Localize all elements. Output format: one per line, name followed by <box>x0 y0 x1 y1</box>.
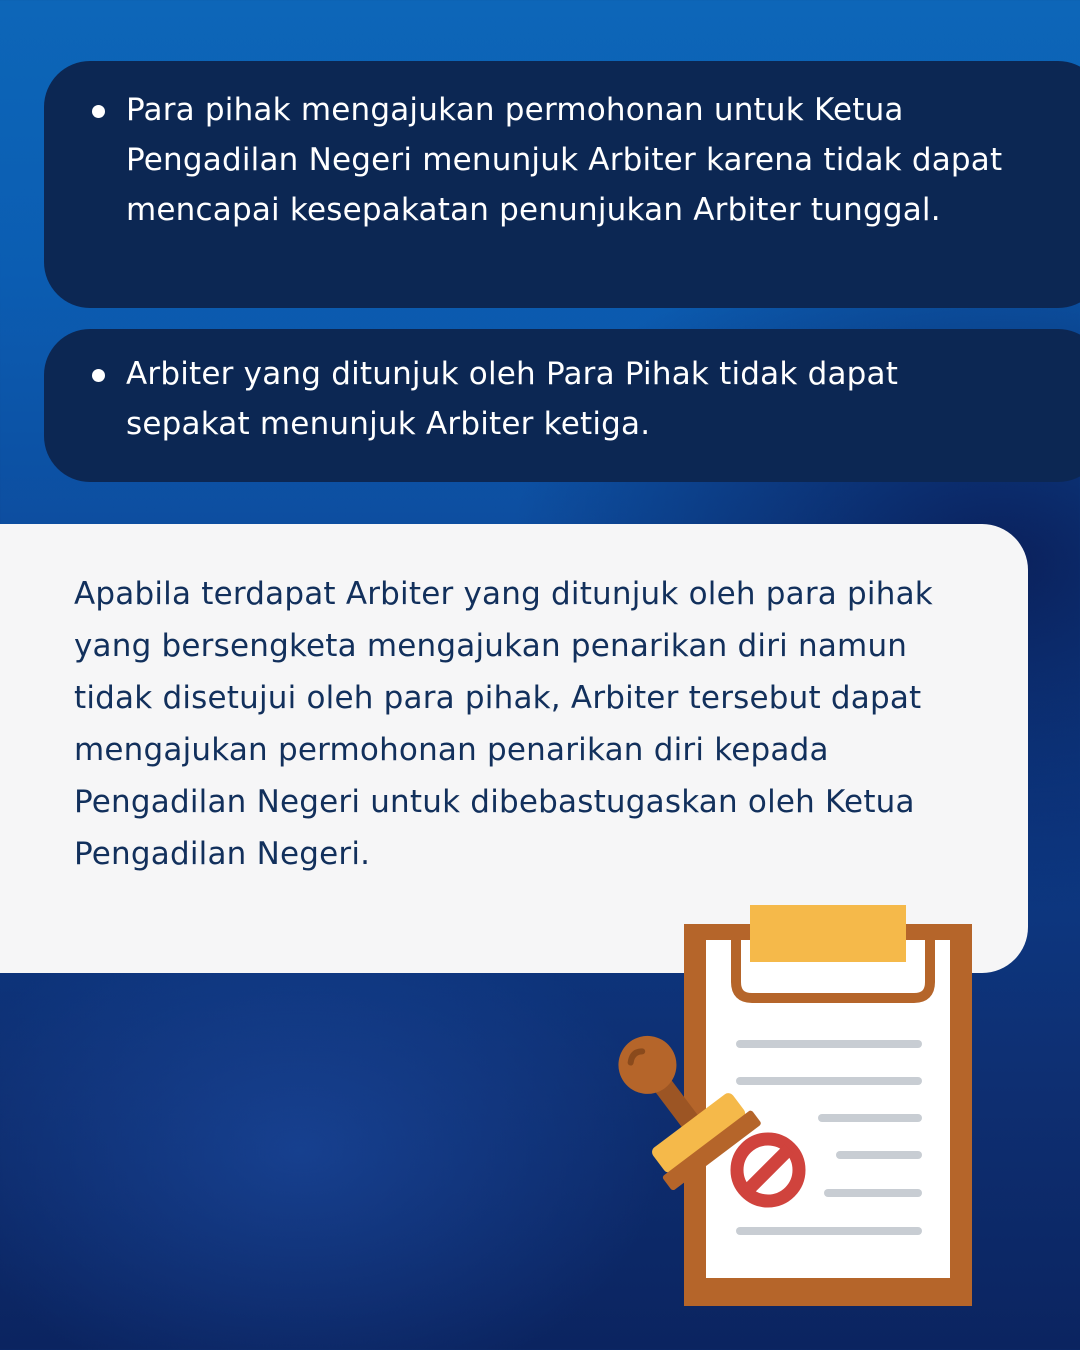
bullet-text: Para pihak mengajukan permohonan untuk Ketua Pengadilan Negeri menunjuk Arbiter karena tidak dapat mencapai kesepakatan penunjukan Arbiter tunggal. <box>126 92 1003 228</box>
clipboard-stamp-icon <box>590 900 980 1310</box>
bullet-dot-icon <box>92 105 105 118</box>
bullet-dot-icon <box>92 369 105 382</box>
bullet-text: Arbiter yang ditunjuk oleh Para Pihak tidak dapat sepakat menunjuk Arbiter ketiga. <box>126 356 899 442</box>
bullet-card-2 <box>44 329 1080 482</box>
clip-icon <box>750 905 906 962</box>
info-text: Apabila terdapat Arbiter yang ditunjuk oleh para pihak yang bersengketa mengajukan penarikan diri namun tidak disetujui oleh para pihak, Arbiter tersebut dapat mengajukan permohonan penarikan diri kepada Pengadilan Negeri untuk dibebastugaskan oleh Ketua Pengadilan Negeri. <box>74 576 933 872</box>
bullet-item <box>92 349 1024 449</box>
bullet-item <box>92 85 1024 235</box>
bullet-card-1 <box>44 61 1080 308</box>
